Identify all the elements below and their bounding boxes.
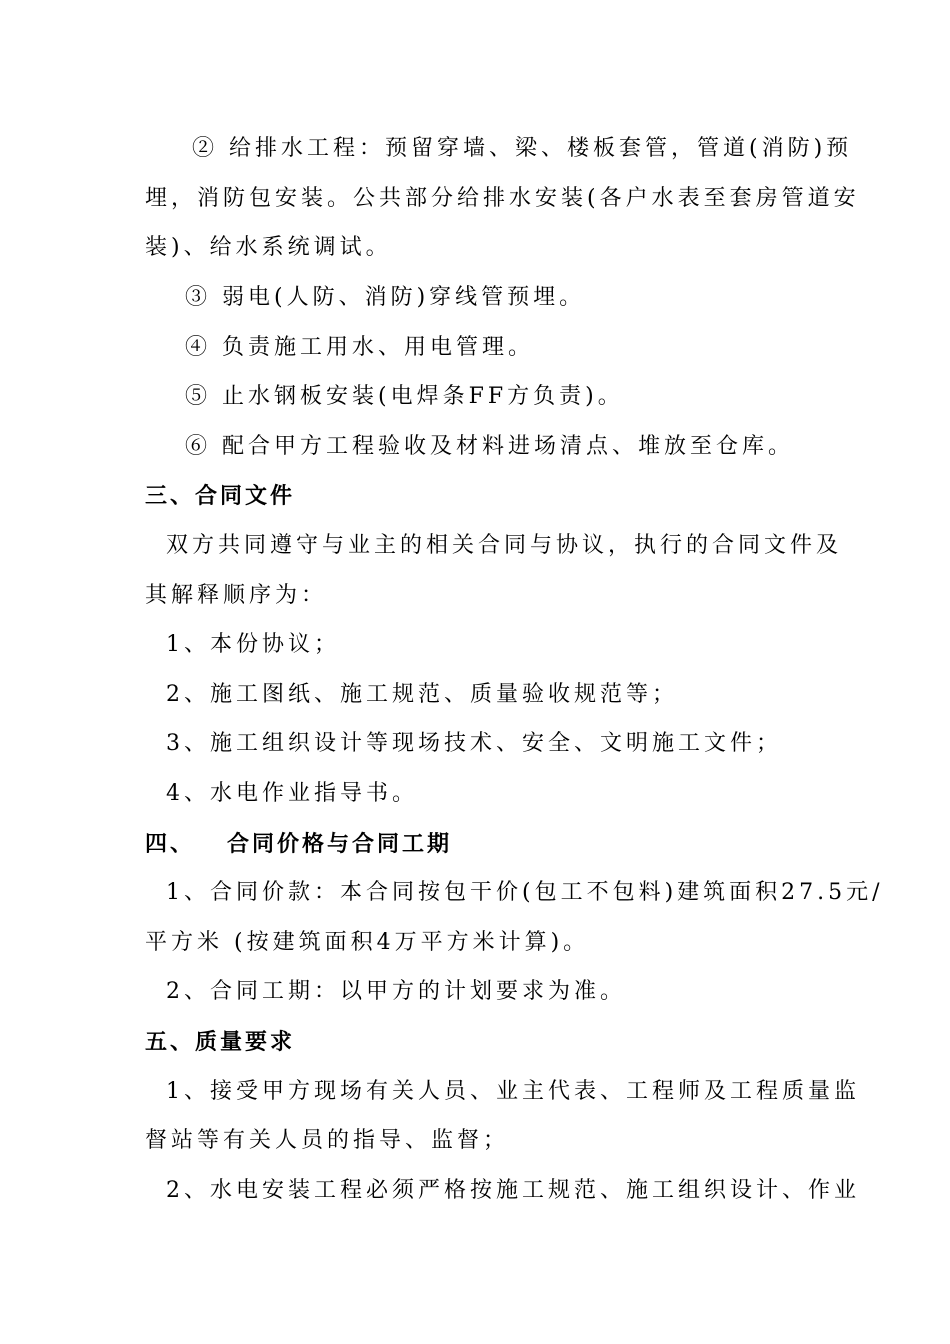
paragraph-item-5: ⑤ 止水钢板安装(电焊条FF方负责)。 — [185, 384, 624, 409]
paragraph-item-2-line-2: 埋，消防包安装。公共部分给排水安装(各户水表至套房管道安 — [145, 186, 860, 211]
section-3-intro-line-2: 其解释顺序为： — [145, 583, 328, 608]
section-5-item-1-line-2: 督站等有关人员的指导、监督； — [145, 1128, 510, 1153]
paragraph-item-3: ③ 弱电(人防、消防)穿线管预埋。 — [185, 285, 586, 310]
section-5-item-1-line-1: 1、接受甲方现场有关人员、业主代表、工程师及工程质量监 — [166, 1079, 860, 1104]
paragraph-item-6: ⑥ 配合甲方工程验收及材料进场清点、堆放至仓库。 — [185, 434, 794, 459]
paragraph-item-2-line-3: 装)、给水系统调试。 — [145, 235, 392, 260]
section-3-list-item-3: 3、施工组织设计等现场技术、安全、文明施工文件； — [166, 731, 782, 756]
section-heading-5: 五、质量要求 — [145, 1029, 296, 1055]
section-4-item-2: 2、合同工期：以甲方的计划要求为准。 — [166, 979, 626, 1004]
section-3-list-item-4: 4、水电作业指导书。 — [166, 781, 418, 806]
paragraph-item-4: ④ 负责施工用水、用电管理。 — [185, 335, 534, 360]
section-3-list-item-2: 2、施工图纸、施工规范、质量验收规范等； — [166, 682, 678, 707]
section-4-item-1-line-2: 平方米 (按建筑面积4万平方米计算)。 — [145, 930, 590, 955]
section-heading-4: 四、 合同价格与合同工期 — [145, 831, 452, 857]
paragraph-item-2-line-1: ② 给排水工程：预留穿墙、梁、楼板套管，管道(消防)预 — [192, 136, 853, 161]
section-4-item-1-line-1: 1、合同价款：本合同按包干价(包工不包料)建筑面积27.5元/ — [166, 880, 884, 905]
section-3-list-item-1: 1、本份协议； — [166, 632, 340, 657]
section-heading-3: 三、合同文件 — [145, 483, 296, 509]
section-3-intro-line-1: 双方共同遵守与业主的相关合同与协议，执行的合同文件及 — [166, 533, 843, 558]
section-5-item-2-line-1: 2、水电安装工程必须严格按施工规范、施工组织设计、作业 — [166, 1178, 860, 1203]
